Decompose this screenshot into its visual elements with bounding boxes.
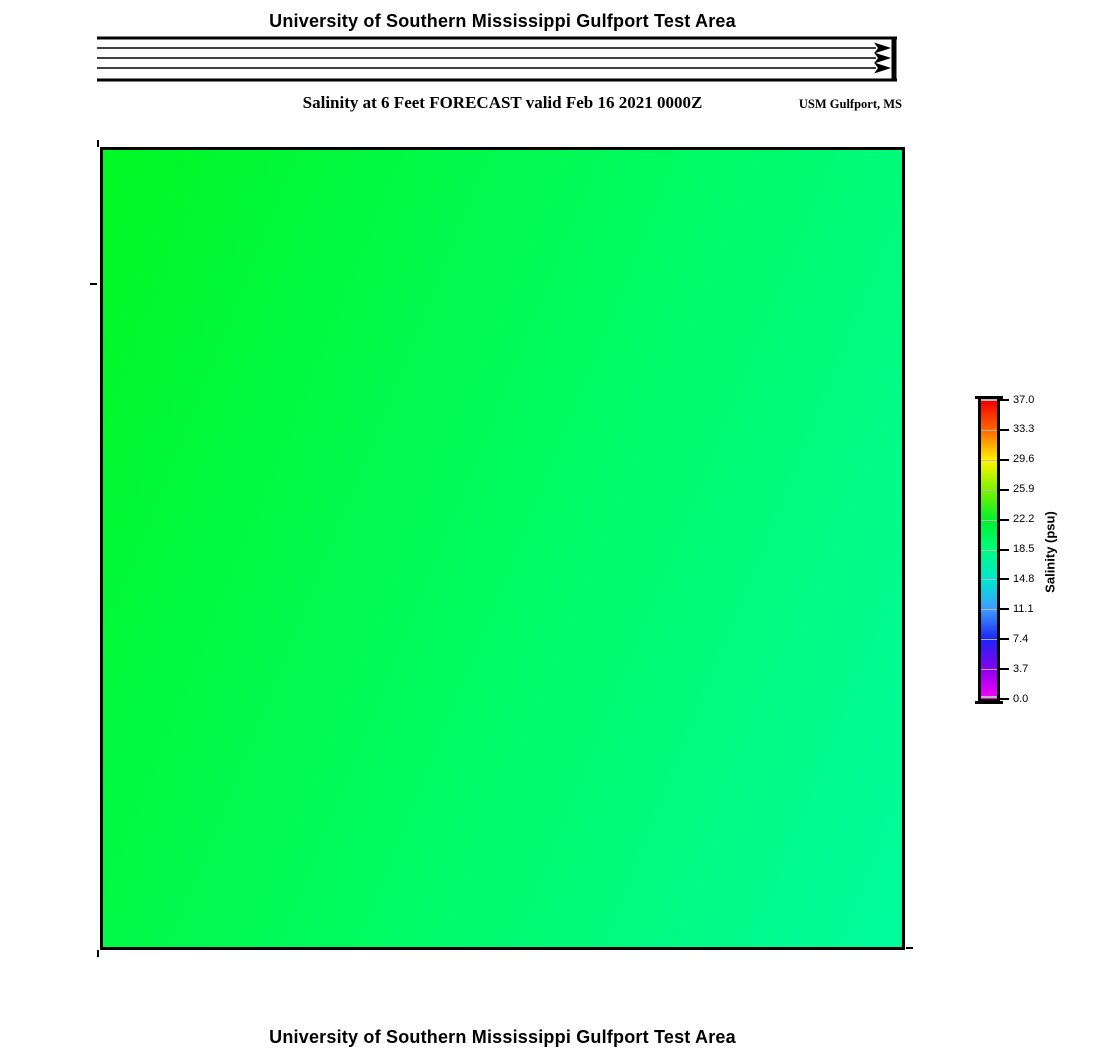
map-tick-left bbox=[90, 283, 97, 285]
page-title: University of Southern Mississippi Gulfport Test Area bbox=[269, 11, 736, 31]
colorbar-tick-mark bbox=[1000, 578, 1009, 580]
colorbar-tick-label: 33.3 bbox=[1013, 423, 1035, 436]
colorbar-tick-label: 3.7 bbox=[1013, 662, 1029, 675]
colorbar-tick-label: 22.2 bbox=[1013, 513, 1035, 526]
map-tick-top-left bbox=[97, 140, 99, 147]
colorbar-bottom-shade bbox=[981, 696, 997, 698]
colorbar-tick-label: 7.4 bbox=[1013, 632, 1029, 645]
colorbar-top-shade bbox=[981, 399, 997, 401]
forecast-subtitle: Salinity at 6 Feet FORECAST valid Feb 16 2021 0000Z bbox=[302, 93, 703, 112]
colorbar-tick-label: 11.1 bbox=[1013, 602, 1034, 615]
right-arrow-icon bbox=[874, 63, 891, 74]
colorbar-grid-line bbox=[981, 460, 997, 461]
right-arrow-icon bbox=[874, 43, 891, 54]
colorbar-tick-mark bbox=[1000, 638, 1009, 640]
colorbar-grid-line bbox=[981, 550, 997, 551]
colorbar-tick-mark bbox=[1000, 549, 1009, 551]
footer-title: University of Southern Mississippi Gulfport Test Area bbox=[269, 1027, 736, 1047]
map-tick-bottom-left bbox=[97, 950, 99, 957]
colorbar-grid-line bbox=[981, 430, 997, 431]
colorbar-tick-mark bbox=[1000, 519, 1009, 521]
flow-arrow-line-2 bbox=[97, 53, 891, 64]
map-tick-bottom-right bbox=[906, 947, 913, 949]
colorbar-bottom-cap bbox=[975, 701, 1003, 704]
colorbar-tick-label: 25.9 bbox=[1013, 483, 1035, 496]
credit-label: USM Gulfport, MS bbox=[798, 97, 902, 111]
colorbar-grid-line bbox=[981, 520, 997, 521]
colorbar-grid-line bbox=[981, 579, 997, 580]
colorbar-tick-label: 37.0 bbox=[1013, 393, 1035, 406]
colorbar-tick-mark bbox=[1000, 399, 1009, 401]
colorbar-tick-mark bbox=[1000, 459, 1009, 461]
colorbar-tick-label: 18.5 bbox=[1013, 543, 1035, 555]
colorbar-tick-mark bbox=[1000, 608, 1009, 610]
colorbar-tick-mark bbox=[1000, 668, 1009, 670]
salinity-map bbox=[100, 147, 905, 950]
colorbar-tick-mark bbox=[1000, 489, 1009, 491]
colorbar-tick-mark bbox=[1000, 698, 1009, 700]
flow-banner bbox=[97, 34, 897, 84]
right-arrow-icon bbox=[874, 53, 891, 64]
colorbar-tick-label: 14.8 bbox=[1013, 572, 1035, 585]
colorbar-grid-line bbox=[981, 490, 997, 491]
colorbar-grid-line bbox=[981, 609, 997, 610]
colorbar-tick-label: 0.0 bbox=[1013, 692, 1029, 705]
colorbar-grid-line bbox=[981, 669, 997, 670]
colorbar-axis-label: Salinity (psu) bbox=[1042, 511, 1058, 593]
flow-arrow-line-1 bbox=[97, 43, 891, 54]
colorbar-grid-line bbox=[981, 639, 997, 640]
colorbar-tick-mark bbox=[1000, 429, 1009, 431]
flow-arrow-line-3 bbox=[97, 63, 891, 74]
colorbar-tick-label: 29.6 bbox=[1013, 453, 1035, 466]
